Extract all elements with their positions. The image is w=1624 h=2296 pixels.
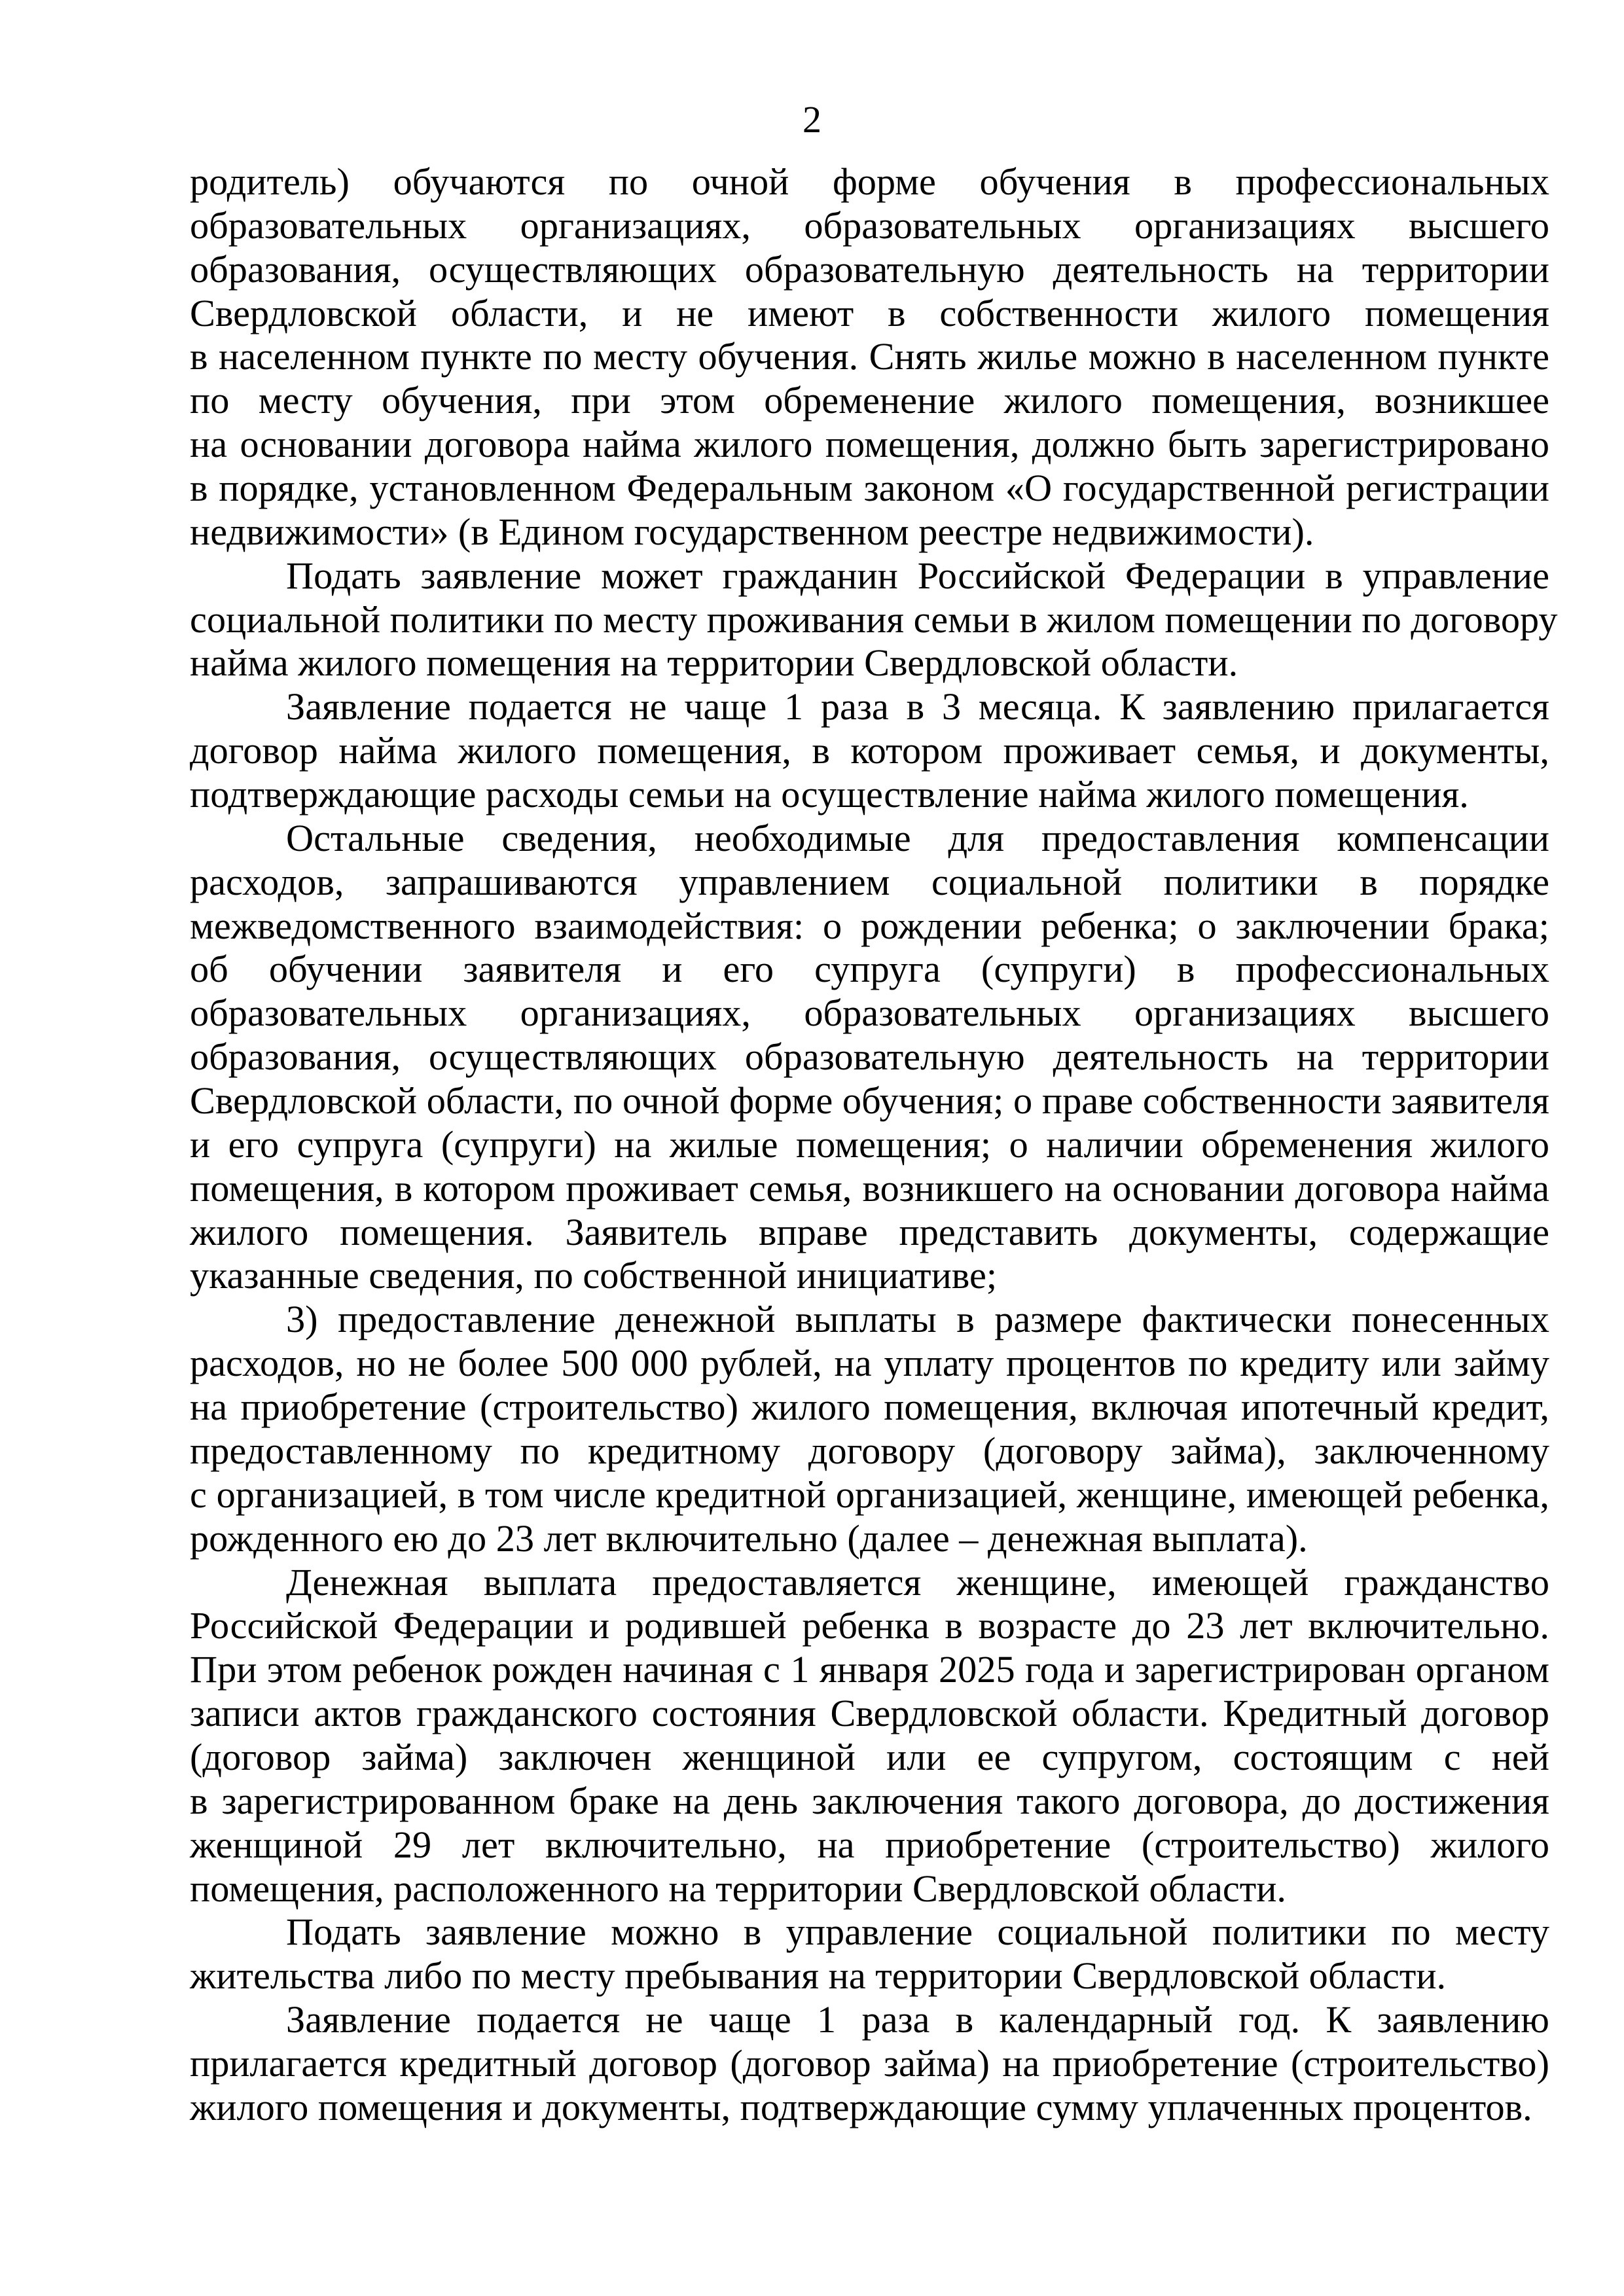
text-line: жилого помещения и документы, подтверждающие сумму уплаченных процентов. [190, 2085, 1532, 2128]
text-line: прилагается кредитный договор (договор займа) на приобретение (строительство) [190, 2041, 1549, 2085]
text-line: социальной политики по месту проживания семьи в жилом помещении по договору [190, 598, 1558, 641]
text-line: и его супруга (супруги) на жилые помещения; о наличии обременения жилого [190, 1122, 1549, 1166]
paragraph-start-line: Остальные сведения, необходимые для предоставления компенсации [286, 816, 1549, 859]
text-line: на приобретение (строительство) жилого помещения, включая ипотечный кредит, [190, 1386, 1549, 1429]
text-line: предоставленному по кредитному договору (договору займа), заключенному [190, 1429, 1549, 1472]
text-line: рожденного ею до 23 лет включительно (далее – денежная выплата). [190, 1516, 1308, 1560]
text-line: с организацией, в том числе кредитной организацией, женщине, имеющей ребенка, [190, 1473, 1549, 1516]
list-item-3-start-line: 3) предоставление денежной выплаты в размере фактически понесенных [286, 1298, 1549, 1341]
text-line: подтверждающие расходы семьи на осуществление найма жилого помещения. [190, 773, 1469, 816]
text-line: помещения, расположенного на территории Свердловской области. [190, 1867, 1286, 1910]
paragraph-start-line: Подать заявление может гражданин Российской Федерации в управление [286, 554, 1549, 597]
paragraph-start-line: Подать заявление можно в управление социальной политики по месту [286, 1910, 1549, 1954]
text-line: указанные сведения, по собственной инициативе; [190, 1254, 998, 1297]
text-line: родитель) обучаются по очной форме обучения в профессиональных [190, 160, 1549, 203]
text-line: Российской Федерации и родившей ребенка в возрасте до 23 лет включительно. [190, 1604, 1549, 1647]
text-line: образовательных организациях, образовательных организациях высшего [190, 992, 1549, 1035]
text-line: по месту обучения, при этом обременение жилого помещения, возникшее [190, 379, 1549, 422]
text-line: договор найма жилого помещения, в котором проживает семья, и документы, [190, 729, 1549, 772]
paragraph-start-line: Заявление подается не чаще 1 раза в календарный год. К заявлению [286, 1998, 1549, 2041]
text-line: Свердловской области, по очной форме обучения; о праве собственности заявителя [190, 1079, 1549, 1122]
text-line: на основании договора найма жилого помещения, должно быть зарегистрировано [190, 423, 1549, 466]
text-line: жилого помещения. Заявитель вправе представить документы, содержащие [190, 1210, 1549, 1253]
text-line: образования, осуществляющих образовательную деятельность на территории [190, 1035, 1549, 1079]
text-line: недвижимости» (в Едином государственном реестре недвижимости). [190, 510, 1314, 553]
paragraph-start-line: Заявление подается не чаще 1 раза в 3 месяца. К заявлению прилагается [286, 685, 1549, 728]
text-line: в населенном пункте по месту обучения. Снять жилье можно в населенном пункте [190, 335, 1549, 378]
paragraph-start-line: Денежная выплата предоставляется женщине, имеющей гражданство [286, 1560, 1549, 1604]
text-line: расходов, запрашиваются управлением социальной политики в порядке [190, 860, 1549, 903]
text-line: При этом ребенок рожден начиная с 1 января 2025 года и зарегистрирован органом [190, 1648, 1549, 1691]
text-line: найма жилого помещения на территории Свердловской области. [190, 641, 1238, 685]
text-line: в порядке, установленном Федеральным законом «О государственной регистрации [190, 467, 1549, 510]
text-line: жительства либо по месту пребывания на территории Свердловской области. [190, 1954, 1447, 1998]
text-line: записи актов гражданского состояния Свердловской области. Кредитный договор [190, 1692, 1549, 1735]
document-body [190, 160, 1558, 2130]
text-line: помещения, в котором проживает семья, возникшего на основании договора найма [190, 1166, 1549, 1210]
page-number: 2 [803, 98, 821, 141]
text-line: в зарегистрированном браке на день заключения такого договора, до достижения [190, 1779, 1549, 1822]
text-line: образования, осуществляющих образовательную деятельность на территории [190, 247, 1549, 291]
text-line: расходов, но не более 500 000 рублей, на уплату процентов по кредиту или займу [190, 1342, 1549, 1385]
text-line: (договор займа) заключен женщиной или ее супругом, состоящим с ней [190, 1735, 1549, 1778]
text-line: об обучении заявителя и его супруга (супруги) в профессиональных [190, 948, 1549, 991]
text-line: образовательных организациях, образовательных организациях высшего [190, 204, 1549, 247]
text-line: Свердловской области, и не имеют в собственности жилого помещения [190, 291, 1549, 334]
text-line: межведомственного взаимодействия: о рождении ребенка; о заключении брака; [190, 904, 1549, 947]
text-line: женщиной 29 лет включительно, на приобретение (строительство) жилого [190, 1823, 1549, 1866]
